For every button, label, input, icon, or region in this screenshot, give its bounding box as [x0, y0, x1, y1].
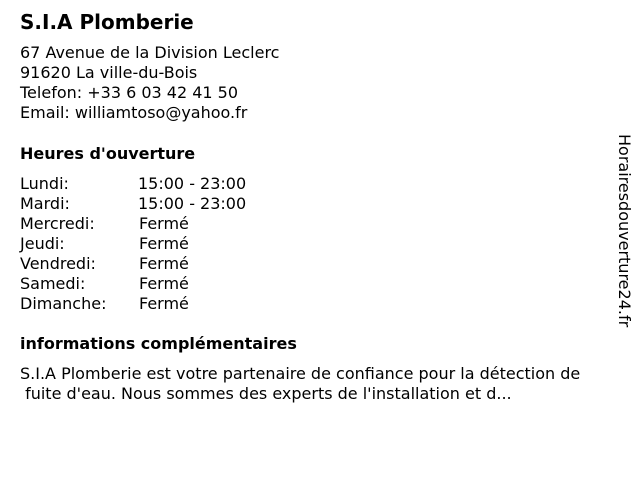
hours-value: Fermé [139, 274, 189, 293]
hours-value: Fermé [139, 234, 189, 253]
address-city: 91620 La ville-du-Bois [20, 63, 198, 82]
description-line: fuite d'eau. Nous sommes des experts de l'installation et d... [20, 384, 512, 403]
description [20, 364, 635, 404]
day-label: Dimanche: [20, 294, 107, 313]
day-label: Mardi: [20, 194, 70, 213]
contact-block [20, 43, 279, 123]
business-name: S.I.A Plomberie [20, 10, 194, 34]
address-street: 67 Avenue de la Division Leclerc [20, 43, 280, 62]
day-label: Jeudi: [20, 234, 65, 253]
hours-value: Fermé [139, 254, 189, 273]
day-label: Vendredi: [20, 254, 96, 273]
watermark-text: Horairesdouverture24.fr [615, 134, 634, 328]
email-address: Email: williamtoso@yahoo.fr [20, 103, 248, 122]
hours-value: 15:00 - 23:00 [138, 194, 247, 213]
info-heading: informations complémentaires [20, 334, 297, 353]
day-label: Lundi: [20, 174, 69, 193]
hours-heading: Heures d'ouverture [20, 144, 196, 163]
hours-value: Fermé [139, 294, 189, 313]
day-label: Samedi: [20, 274, 86, 293]
hours-value: Fermé [139, 214, 189, 233]
description-line: S.I.A Plomberie est votre partenaire de confiance pour la détection de [20, 364, 581, 383]
day-label: Mercredi: [20, 214, 95, 233]
phone-number: Telefon: +33 6 03 42 41 50 [20, 83, 239, 102]
watermark [612, 134, 636, 344]
hours-value: 15:00 - 23:00 [138, 174, 247, 193]
